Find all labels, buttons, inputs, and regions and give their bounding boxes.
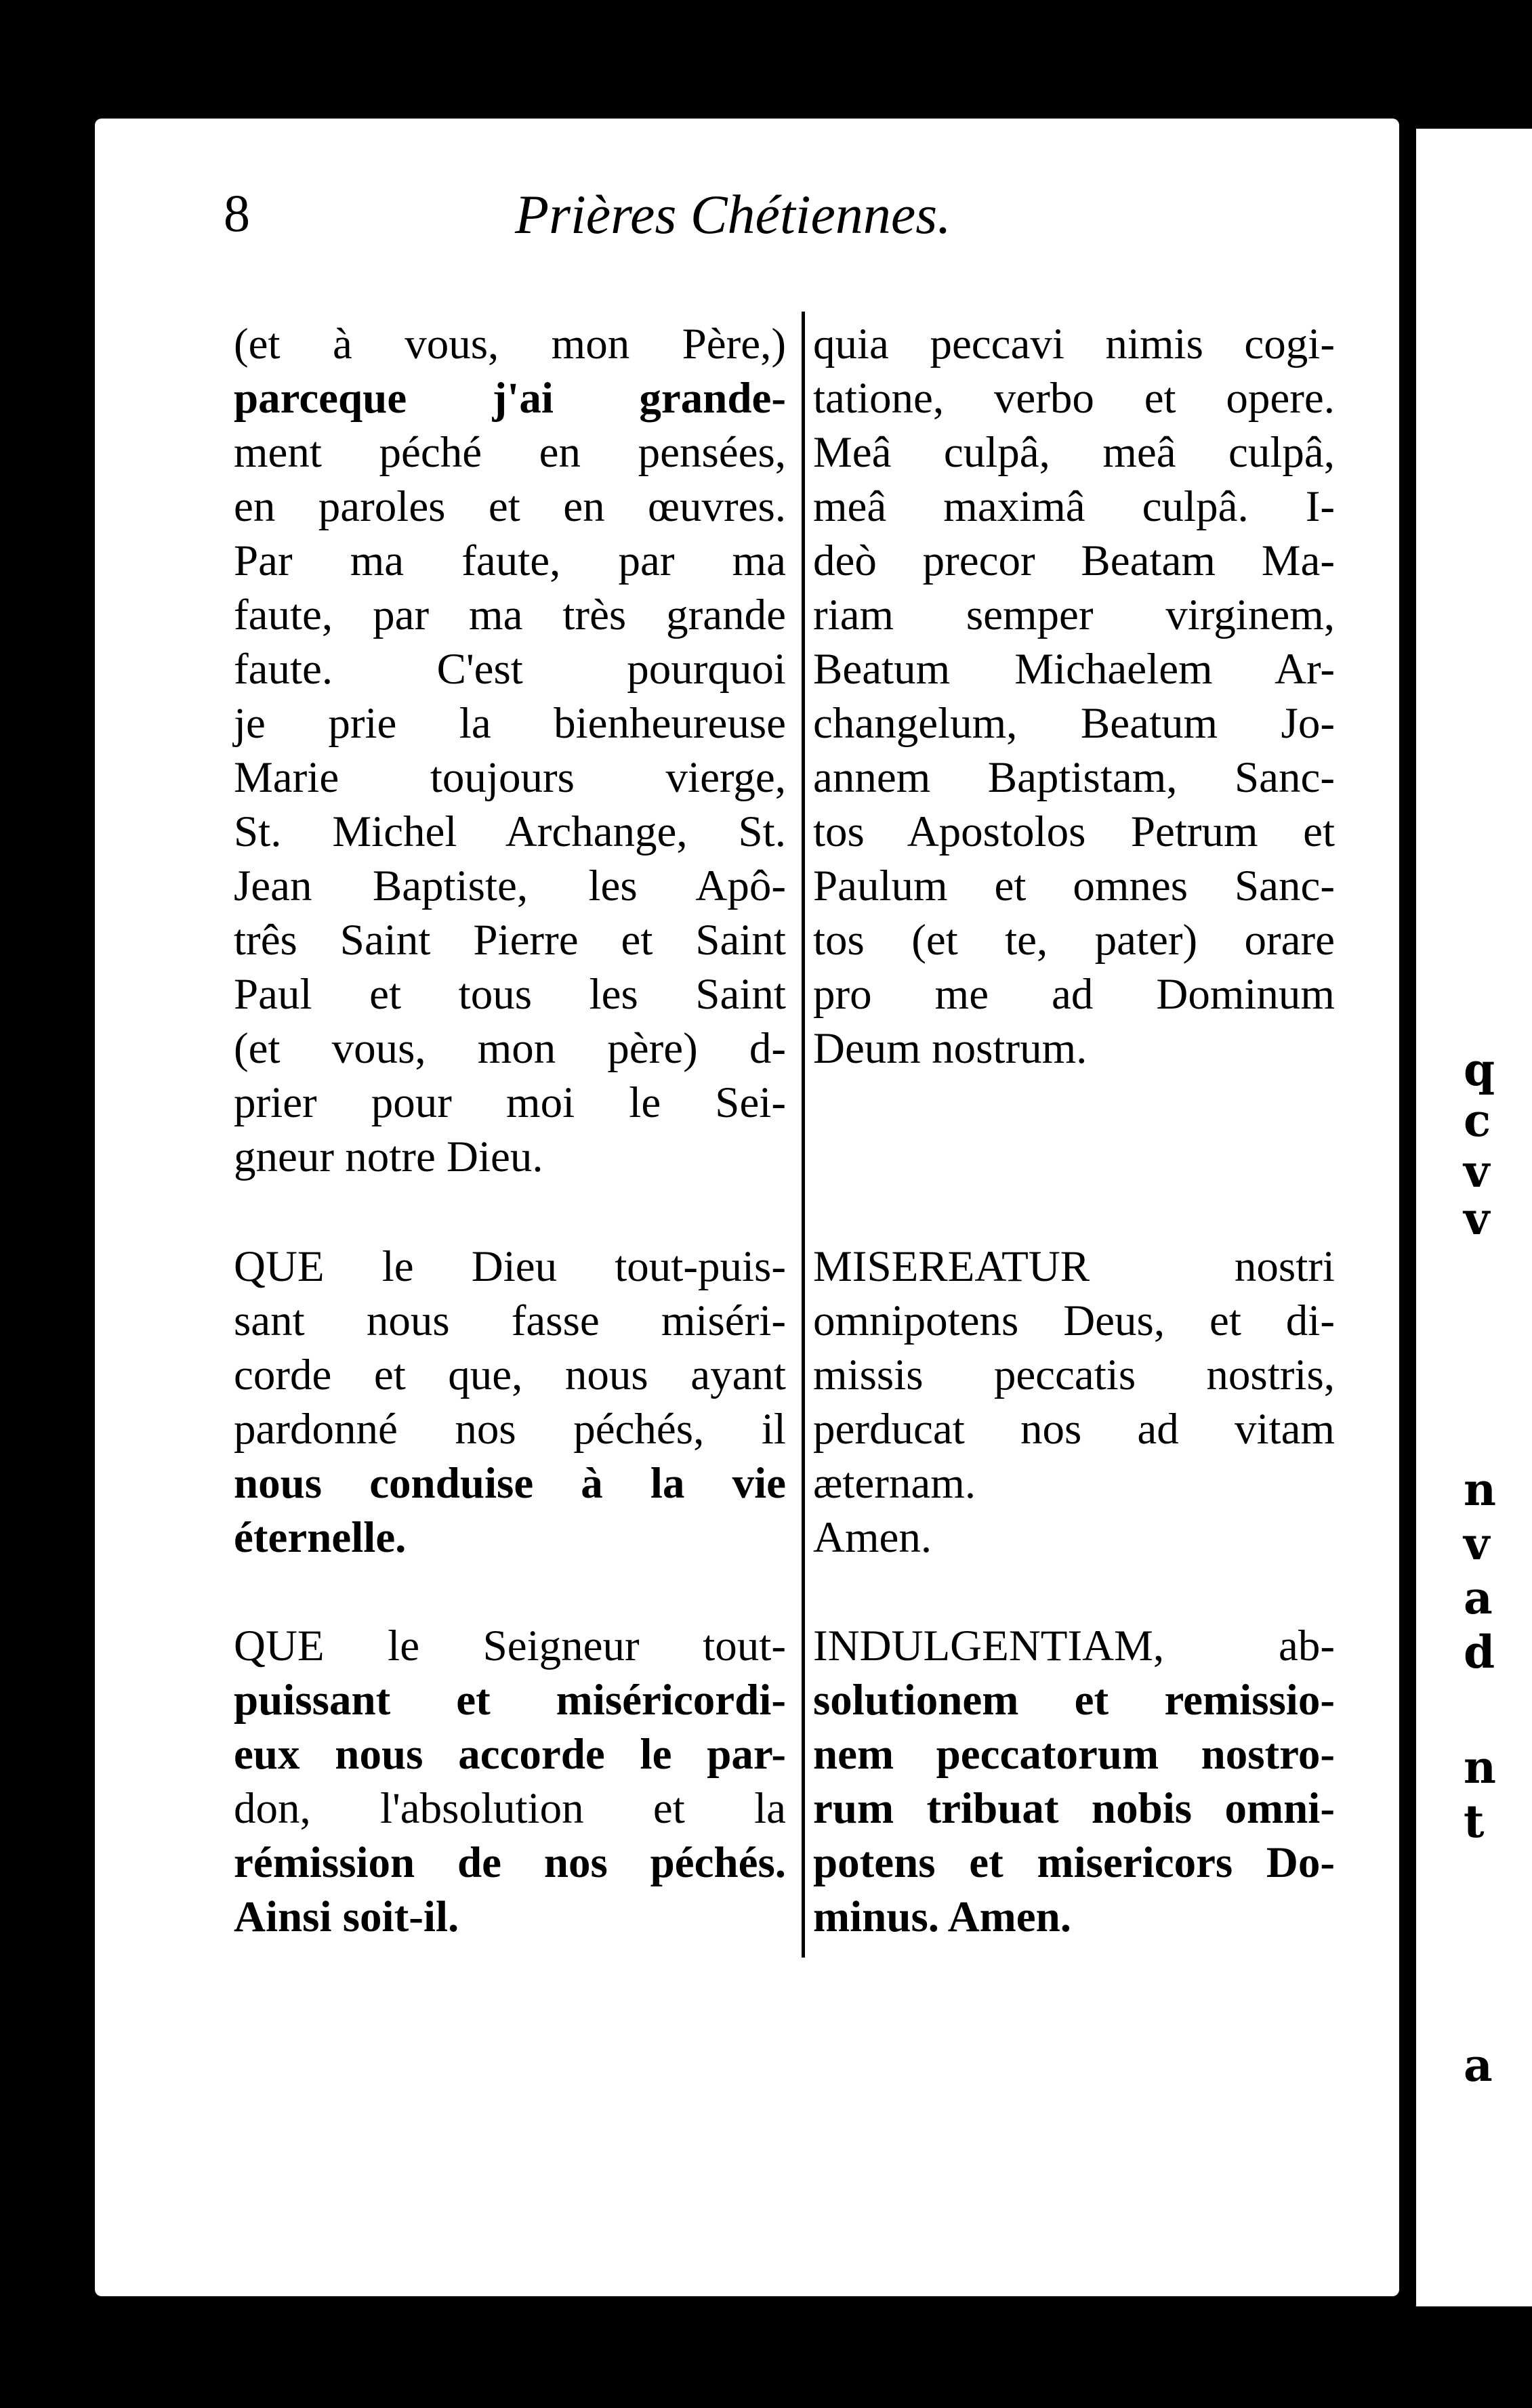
text-line: faute. C'est pourquoi (234, 645, 786, 694)
next-page-letter: n (1464, 1741, 1496, 1794)
next-page-letter: a (1464, 2039, 1493, 2092)
text-line: INDULGENTIAM, ab- (813, 1622, 1335, 1670)
text-line: meâ maximâ culpâ. I- (813, 482, 1335, 531)
text-line: Meâ culpâ, meâ culpâ, (813, 428, 1335, 477)
text-line: Jean Baptiste, les Apô- (234, 862, 786, 910)
text-line: potens et misericors Do- (813, 1838, 1335, 1887)
text-line: pardonné nos péchés, il (234, 1405, 786, 1454)
text-line: éternelle. (234, 1513, 407, 1562)
text-line: Marie toujours vierge, (234, 753, 786, 802)
text-line: tos (et te, pater) orare (813, 916, 1335, 965)
french-confiteor (234, 317, 786, 1184)
text-line: faute, par ma très grande (234, 591, 786, 639)
text-line: puissant et miséricordi- (234, 1676, 786, 1725)
text-line: QUE le Dieu tout-puis- (234, 1242, 786, 1291)
text-line: (et vous, mon père) d- (234, 1024, 786, 1073)
next-page-letter: n (1464, 1463, 1496, 1516)
next-page-letter: t (1464, 1795, 1485, 1848)
text-line: Deum nostrum. (813, 1024, 1088, 1073)
text-line: eux nous accorde le par- (234, 1730, 786, 1779)
text-line: Paulum et omnes Sanc- (813, 862, 1335, 910)
page-header (224, 183, 1308, 257)
next-page-letter: v (1464, 1517, 1490, 1570)
text-line: tos Apostolos Petrum et (813, 807, 1335, 856)
text-line: rémission de nos péchés. (234, 1838, 786, 1887)
text-line: missis peccatis nostris, (813, 1351, 1335, 1399)
text-line: gneur notre Dieu. (234, 1133, 543, 1181)
text-line: St. Michel Archange, St. (234, 807, 786, 856)
text-line: don, l'absolution et la (234, 1784, 786, 1833)
text-line: changelum, Beatum Jo- (813, 699, 1335, 748)
text-line: solutionem et remissio- (813, 1676, 1335, 1725)
text-line: prier pour moi le Sei- (234, 1078, 786, 1127)
text-line: perducat nos ad vitam (813, 1405, 1335, 1454)
text-line: Paul et tous les Saint (234, 970, 786, 1019)
french-misereatur (234, 1240, 786, 1565)
text-line: je prie la bienheureuse (234, 699, 786, 748)
text-line: rum tribuat nobis omni- (813, 1784, 1335, 1833)
text-line: omnipotens Deus, et di- (813, 1296, 1335, 1345)
text-line: Par ma faute, par ma (234, 536, 786, 585)
text-line: quia peccavi nimis cogi- (813, 320, 1335, 368)
text-line: pro me ad Dominum (813, 970, 1335, 1019)
text-line: três Saint Pierre et Saint (234, 916, 786, 965)
text-line: QUE le Seigneur tout- (234, 1622, 786, 1670)
text-line: minus. Amen. (813, 1893, 1072, 1941)
text-line: parceque j'ai grande- (234, 374, 786, 423)
column-divider (802, 312, 805, 1958)
text-line: nem peccatorum nostro- (813, 1730, 1335, 1779)
next-page-letter: v (1464, 1145, 1490, 1198)
text-line: en paroles et en œuvres. (234, 482, 786, 531)
text-line: æternam. (813, 1459, 976, 1508)
page-number: 8 (224, 184, 250, 242)
text-line: nous conduise à la vie (234, 1459, 786, 1508)
text-line: annem Baptistam, Sanc- (813, 753, 1335, 802)
text-line: tatione, verbo et opere. (813, 374, 1335, 423)
latin-confiteor (813, 317, 1335, 1076)
running-title: Prières Chétiennes. (515, 184, 951, 245)
text-line: Beatum Michaelem Ar- (813, 645, 1335, 694)
next-page-letter: c (1464, 1094, 1491, 1147)
text-line: sant nous fasse miséri- (234, 1296, 786, 1345)
text-line: corde et que, nous ayant (234, 1351, 786, 1399)
text-line: MISEREATUR nostri (813, 1242, 1335, 1291)
next-page-letter: q (1464, 1043, 1495, 1096)
next-page-letter: v (1464, 1192, 1490, 1245)
text-line: riam semper virginem, (813, 591, 1335, 639)
next-page-letter: a (1464, 1571, 1493, 1624)
text-line: Ainsi soit-il. (234, 1893, 459, 1941)
text-line: (et à vous, mon Père,) (234, 320, 786, 368)
text-line: Amen. (813, 1513, 932, 1562)
text-line: deò precor Beatam Ma- (813, 536, 1335, 585)
text-line: ment péché en pensées, (234, 428, 786, 477)
latin-indulgentiam (813, 1619, 1335, 1944)
next-page-letter: d (1464, 1626, 1495, 1678)
french-indulgentiam (234, 1619, 786, 1944)
latin-misereatur (813, 1240, 1335, 1565)
